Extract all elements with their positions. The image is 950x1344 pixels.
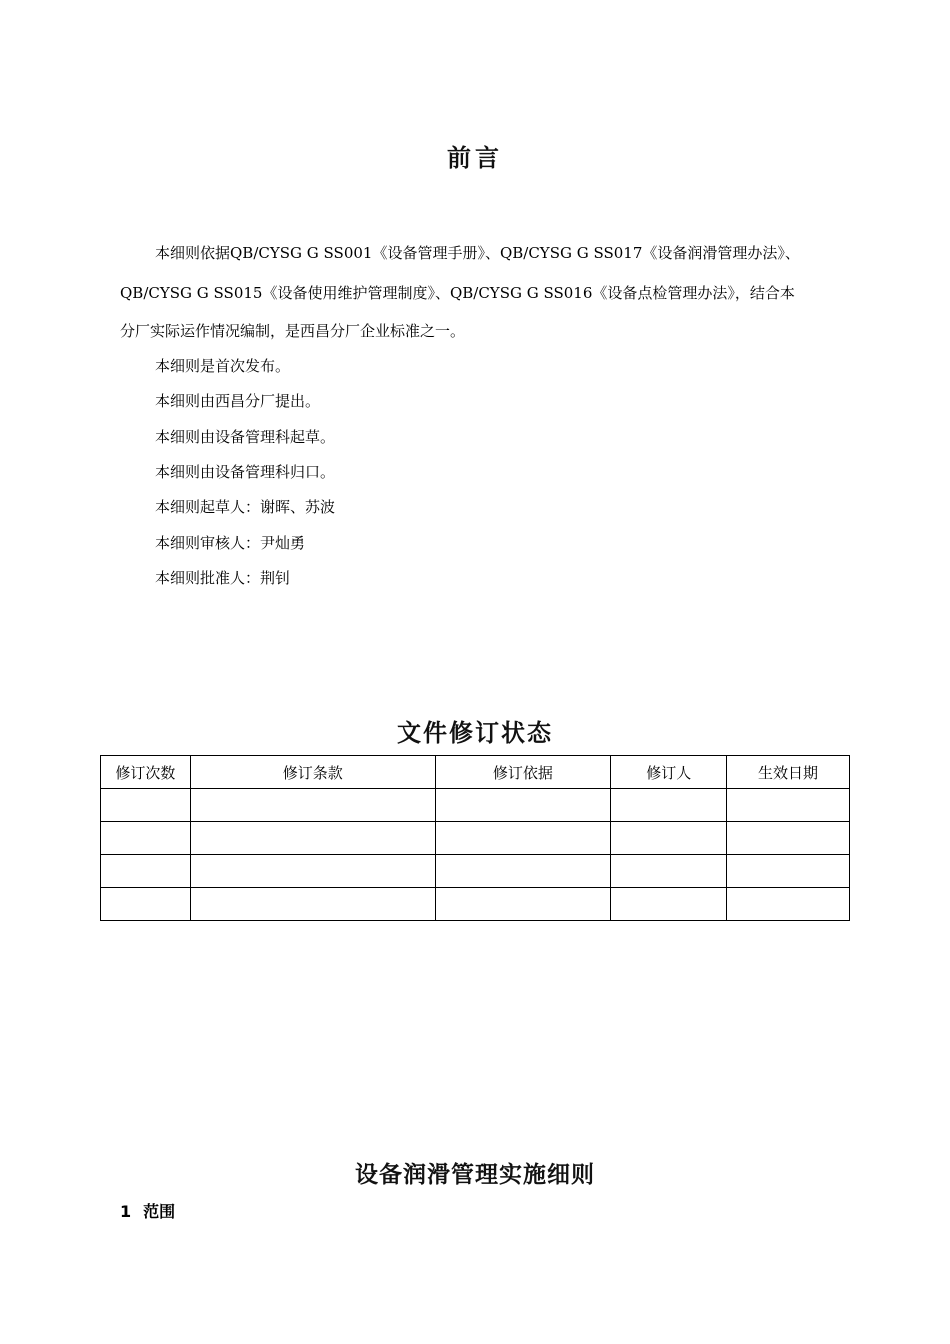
foreword-line-managed-by: 本细则由设备管理科归口。: [155, 463, 336, 481]
table-cell: [190, 855, 435, 888]
foreword-intro-line-3: 分厂实际运作情况编制，是西昌分厂企业标准之一。: [120, 322, 466, 340]
table-cell: [727, 789, 850, 822]
foreword-line-drafted-by: 本细则由设备管理科起草。: [155, 428, 336, 446]
table-cell: [101, 822, 191, 855]
foreword-intro-line-1: 本细则依据QB/CYSG G SS001《设备管理手册》、QB/CYSG G SS017《设备润滑管理办法》、: [155, 244, 800, 262]
revision-status-table: [100, 755, 850, 921]
foreword-line-reviewer: 本细则审核人：尹灿勇: [155, 534, 306, 552]
table-cell: [101, 888, 191, 921]
foreword-intro-line-2: QB/CYSG G SS015《设备使用维护管理制度》、QB/CYSG G SS016《设备点检管理办法》，结合本: [120, 284, 795, 302]
table-cell: [190, 822, 435, 855]
foreword-line-proposed-by: 本细则由西昌分厂提出。: [155, 392, 321, 410]
table-cell: [727, 855, 850, 888]
main-document-title: 设备润滑管理实施细则: [355, 1162, 595, 1188]
table-cell: [101, 789, 191, 822]
header-revision-basis: 修订依据: [435, 756, 611, 789]
header-revision-clause: 修订条款: [190, 756, 435, 789]
header-revision-count: 修订次数: [101, 756, 191, 789]
table-cell: [727, 822, 850, 855]
section-heading-scope: [120, 1199, 175, 1222]
table-cell: [611, 822, 727, 855]
table-header-row: [101, 756, 850, 789]
foreword-line-first-release: 本细则是首次发布。: [155, 357, 291, 375]
table-cell: [611, 888, 727, 921]
table-cell: [190, 789, 435, 822]
table-row: [101, 822, 850, 855]
table-cell: [611, 789, 727, 822]
table-cell: [435, 888, 611, 921]
table-cell: [101, 855, 191, 888]
foreword-title: 前言: [447, 144, 503, 172]
header-effective-date: 生效日期: [727, 756, 850, 789]
table-cell: [435, 822, 611, 855]
revision-status-title: 文件修订状态: [397, 719, 553, 747]
table-row: [101, 888, 850, 921]
foreword-line-drafters: 本细则起草人：谢晖、苏波: [155, 498, 336, 516]
table-cell: [727, 888, 850, 921]
table-cell: [611, 855, 727, 888]
table-cell: [435, 789, 611, 822]
foreword-line-approver: 本细则批准人：荆钊: [155, 569, 291, 587]
table-row: [101, 855, 850, 888]
section-number: 1: [120, 1202, 132, 1221]
section-title: 范围: [143, 1202, 176, 1221]
table-cell: [435, 855, 611, 888]
table-row: [101, 789, 850, 822]
header-revised-by: 修订人: [611, 756, 727, 789]
table-cell: [190, 888, 435, 921]
